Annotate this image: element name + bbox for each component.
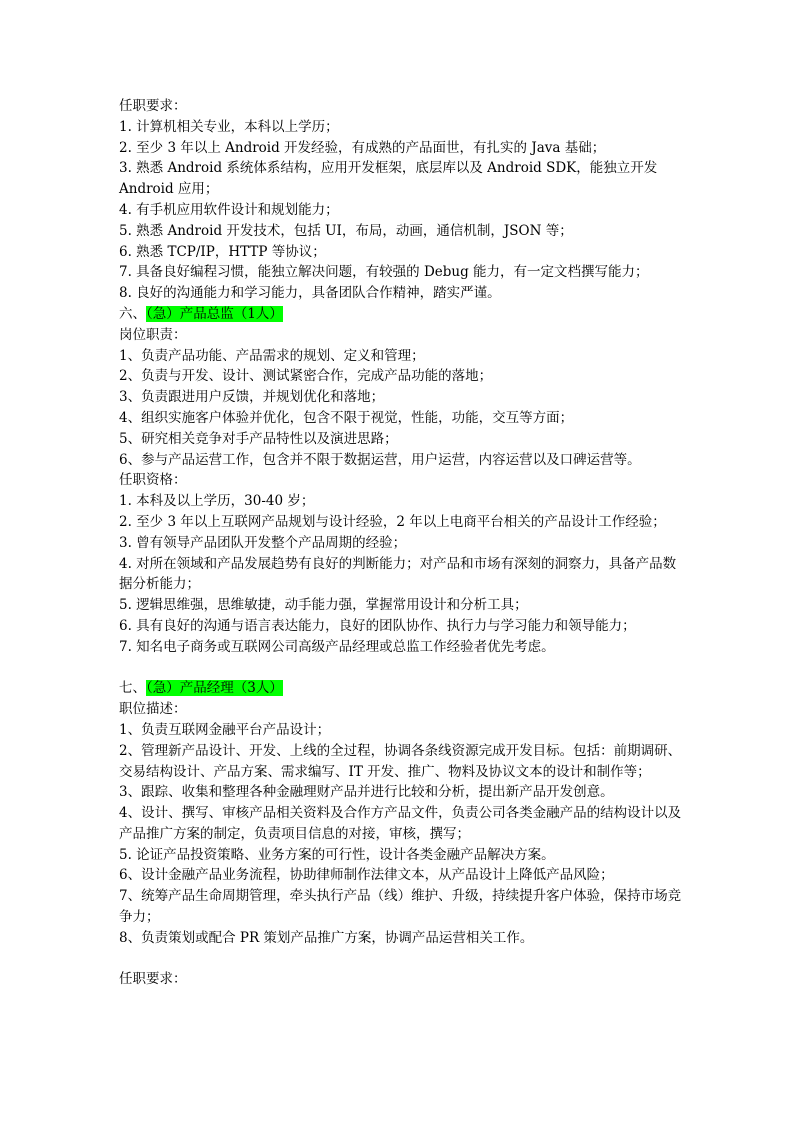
section6-prefix: 六、 — [119, 305, 146, 322]
document-page — [119, 96, 719, 990]
blank-line — [119, 949, 719, 970]
qualification-item: 6. 具有良好的沟通与语言表达能力，良好的团队协作、执行力与学习能力和领导能力； — [119, 617, 636, 634]
duty-item: 4、组织实施客户体验并优化，包含不限于视觉，性能，功能，交互等方面； — [119, 409, 574, 426]
duty-item: 7、统筹产品生命周期管理，牵头执行产品（线）维护、升级，持续提升客户体验，保持市场竞争力； — [119, 888, 682, 926]
section6-duties-heading: 岗位职责： — [119, 326, 187, 343]
duty-item: 5、研究相关竞争对手产品特性以及演进思路； — [119, 430, 398, 447]
duty-item: 5. 论证产品投资策略、业务方案的可行性，设计各类金融产品解决方案。 — [119, 846, 555, 863]
duty-item: 3、跟踪、收集和整理各种金融理财产品并进行比较和分析，提出新产品开发创意。 — [119, 784, 614, 801]
duty-item: 3、负责跟进用户反馈，并规划优化和落地； — [119, 389, 385, 406]
requirement-item: 6. 熟悉 TCP/IP，HTTP 等协议； — [119, 243, 326, 260]
requirement-item: 2. 至少 3 年以上 Android 开发经验，有成熟的产品面世，有扎实的 Java 基础； — [119, 139, 606, 156]
requirement-item: 8. 良好的沟通能力和学习能力，具备团队合作精神，踏实严谨。 — [119, 285, 501, 302]
duty-item: 4、设计、撰写、审核产品相关资料及合作方产品文件，负责公司各类金融产品的结构设计以及产品推广方案的制定，负责项目信息的对接，审核，撰写； — [119, 805, 682, 842]
duty-item: 1、负责产品功能、产品需求的规划、定义和管理； — [119, 347, 425, 364]
duty-item: 2、管理新产品设计、开发、上线的全过程，协调各条线资源完成开发目标。包括：前期调研、交易结构设计、产品方案、需求编写、IT 开发、推广、物料及协议文本的设计和制作等； — [119, 742, 682, 780]
requirement-item: 4. 有手机应用软件设计和规划能力； — [119, 201, 339, 218]
duty-item: 6、参与产品运营工作，包含并不限于数据运营，用户运营，内容运营以及口碑运营等。 — [119, 451, 641, 468]
duty-item: 8、负责策划或配合 PR 策划产品推广方案，协调产品运营相关工作。 — [119, 929, 534, 946]
section6-title-highlight: （急）产品总监（1人） — [146, 305, 283, 322]
duty-item: 2、负责与开发、设计、测试紧密合作，完成产品功能的落地； — [119, 368, 493, 385]
qualification-item: 5. 逻辑思维强，思维敏捷，动手能力强，掌握常用设计和分析工具； — [119, 597, 528, 614]
requirement-item: 7. 具备良好编程习惯，能独立解决问题，有较强的 Debug 能力，有一定文档撰写能力； — [119, 264, 649, 281]
blank-line — [119, 658, 719, 679]
requirement-item: 5. 熟悉 Android 开发技术，包括 UI，布局，动画，通信机制，JSON 等； — [119, 222, 573, 239]
qualification-item: 4. 对所在领域和产品发展趋势有良好的判断能力；对产品和市场有深刻的洞察力，具备产品数据分析能力； — [119, 555, 677, 593]
requirement-item: 3. 熟悉 Android 系统体系结构，应用开发框架，底层库以及 Android SDK，能独立开发 — [119, 160, 658, 177]
qualification-item: 3. 曾有领导产品团队开发整个产品周期的经验； — [119, 534, 407, 551]
requirement-item: Android 应用； — [119, 181, 219, 198]
qualification-item: 1. 本科及以上学历，30-40 岁； — [119, 493, 315, 510]
section7-title-highlight: （急）产品经理（3人） — [146, 680, 283, 697]
requirement-item: 1. 计算机相关专业，本科以上学历； — [119, 118, 339, 135]
section7-req-heading: 任职要求： — [119, 971, 187, 988]
section7-prefix: 七、 — [119, 680, 146, 697]
section1-heading: 任职要求： — [119, 98, 187, 114]
qualification-item: 7. 知名电子商务或互联网公司高级产品经理或总监工作经验者优先考虑。 — [119, 638, 555, 655]
duty-item: 6、设计金融产品业务流程，协助律师制作法律文本，从产品设计上降低产品风险； — [119, 867, 614, 884]
duty-item: 1、负责互联网金融平台产品设计； — [119, 721, 331, 738]
section6-req-heading: 任职资格： — [119, 472, 187, 489]
section6-title-line — [119, 304, 719, 325]
section7-title-line — [119, 678, 719, 699]
section7-desc-heading: 职位描述： — [119, 701, 187, 718]
qualification-item: 2. 至少 3 年以上互联网产品规划与设计经验，2 年以上电商平台相关的产品设计工作经验； — [119, 513, 666, 530]
